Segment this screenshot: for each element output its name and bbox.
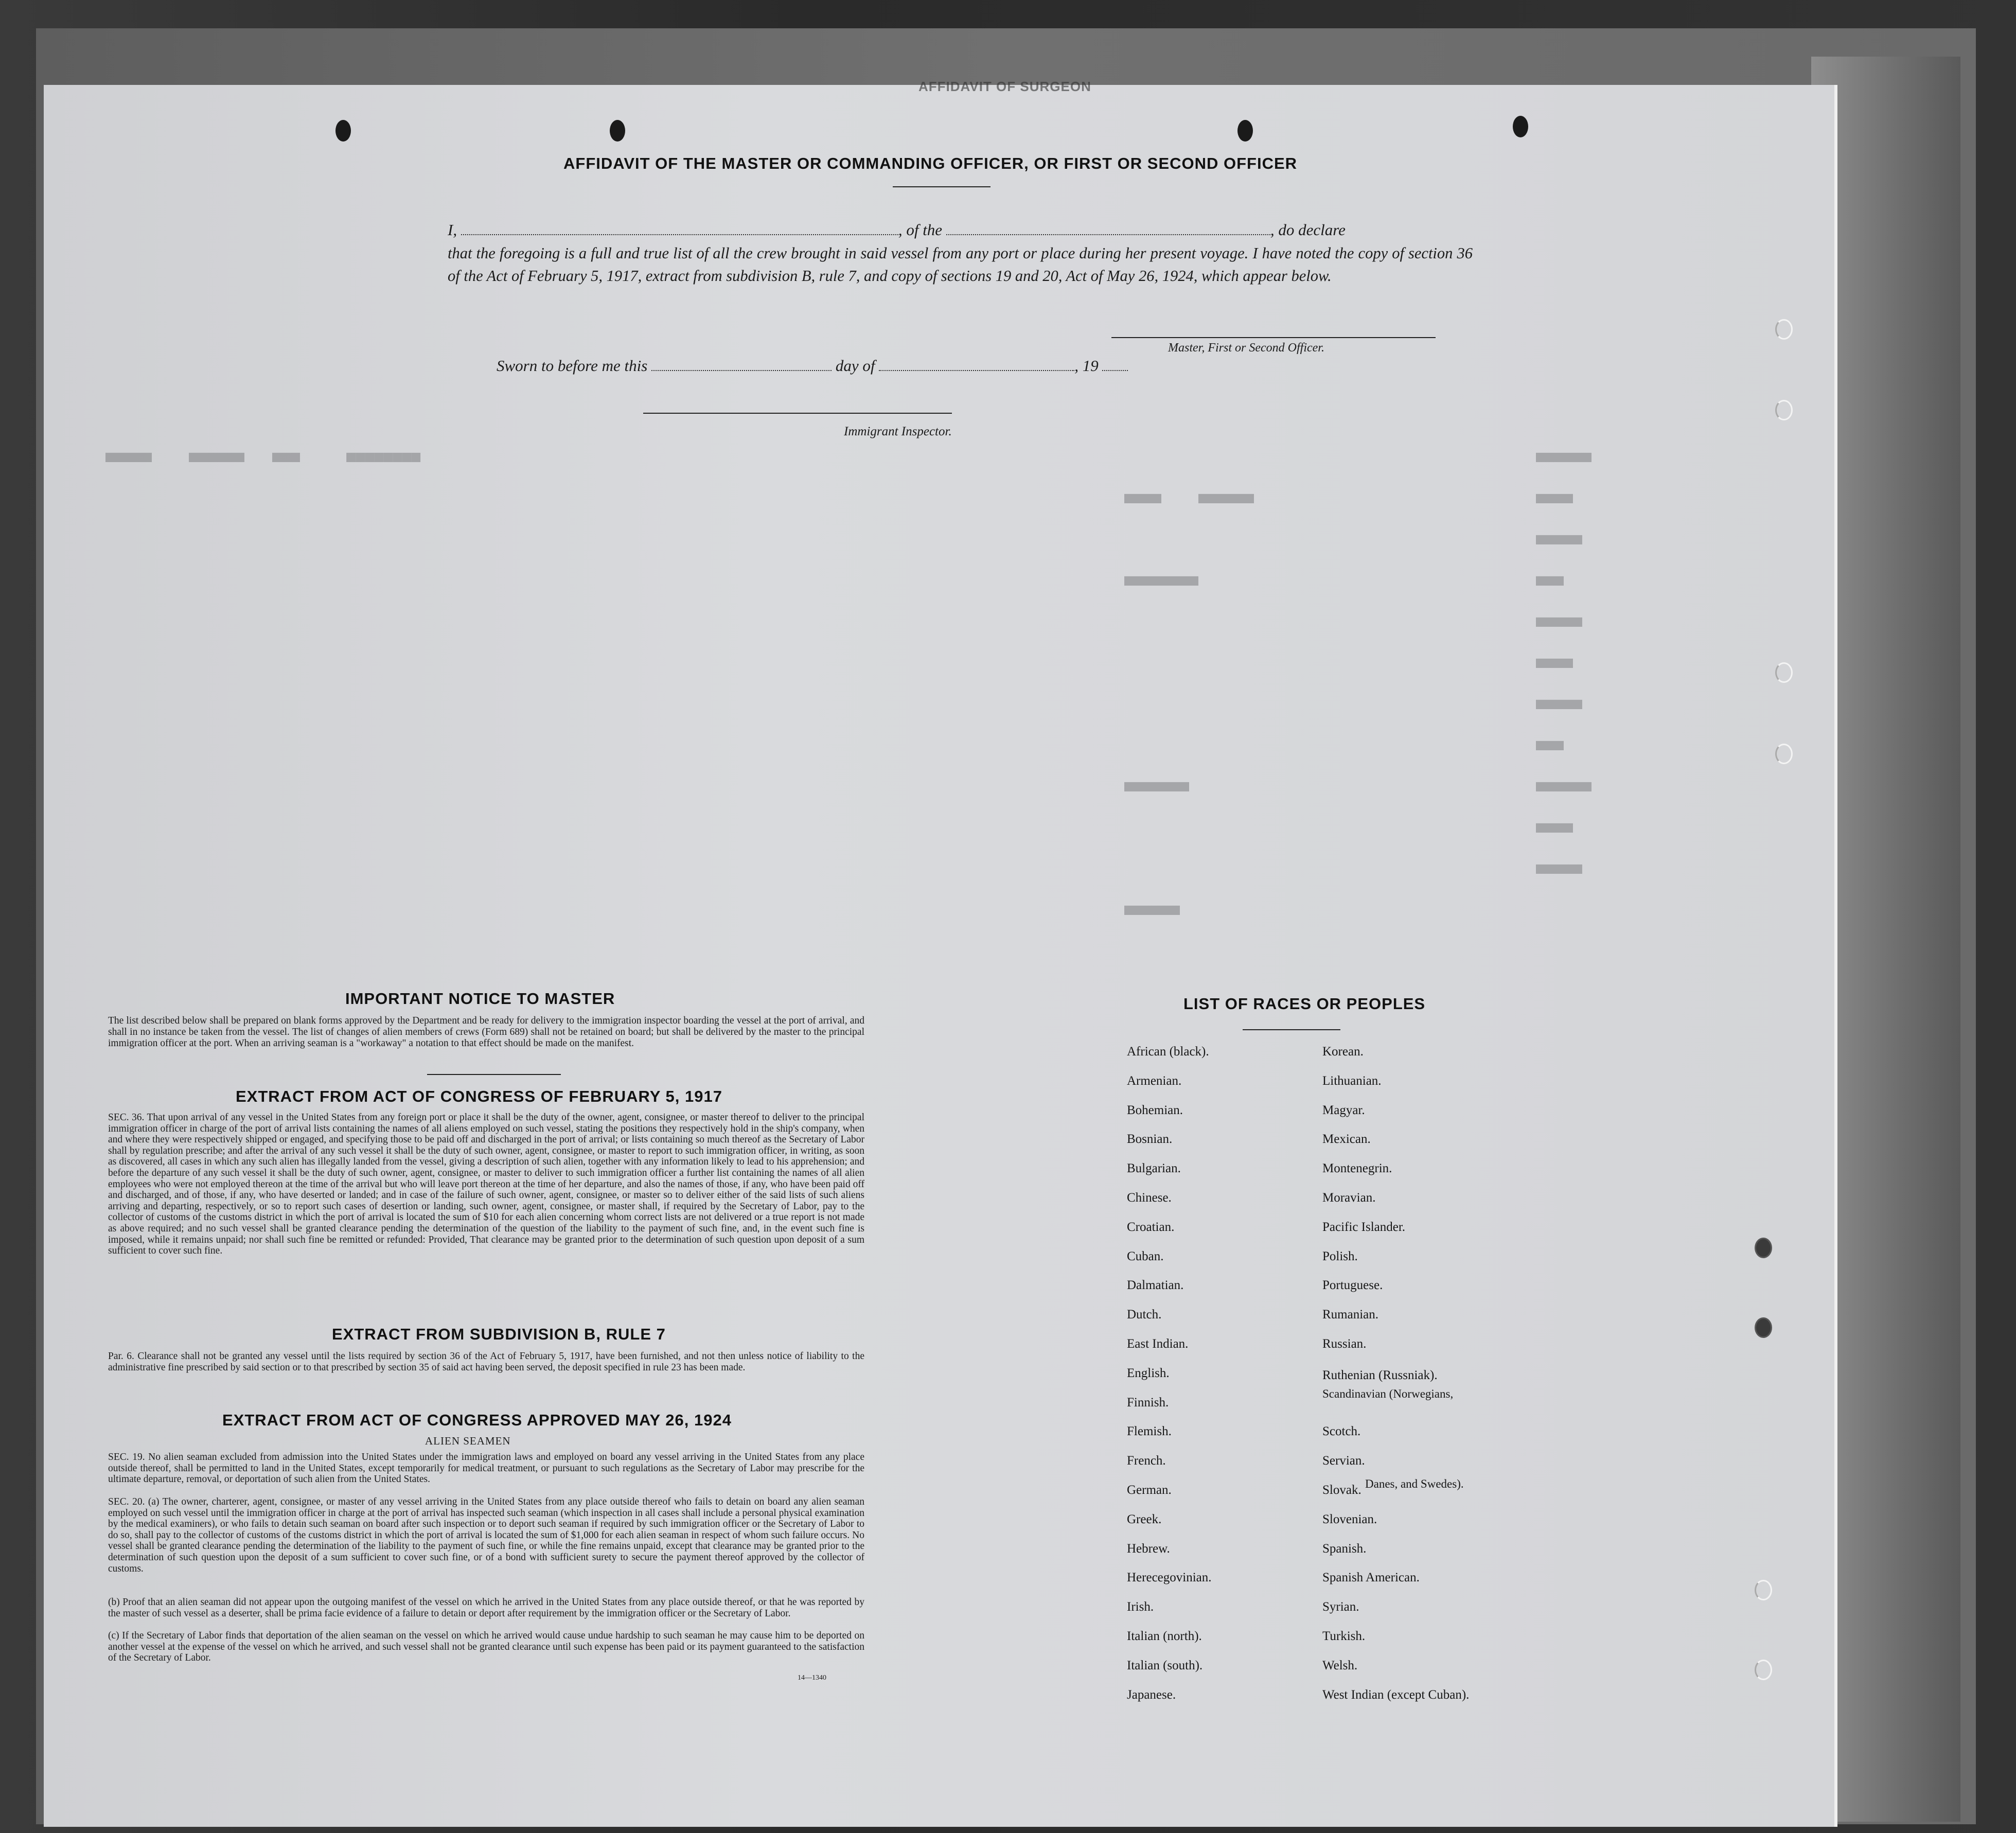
- inspector-signature-line: [643, 413, 952, 414]
- punch-hole: [335, 120, 351, 142]
- race-item: Polish.: [1322, 1249, 1358, 1263]
- binder-ring-icon: [1755, 1238, 1772, 1258]
- race-item: Herecegovinian.: [1127, 1571, 1212, 1585]
- binder-ring-icon: [1775, 319, 1793, 340]
- punch-hole: [1513, 116, 1528, 137]
- race-item: French.: [1127, 1454, 1166, 1468]
- race-item: Spanish American.: [1322, 1571, 1420, 1585]
- rule7-text: Par. 6. Clearance shall not be granted any vessel until the lists required by section 36 of the Act of February 5, 1917, have been furnished, and not then unless notice of liability to the administrative fine prescribed by said section or to that prescribed by section 35 of said act having been served, the deposit specified in rule 23 has been made.: [108, 1351, 864, 1373]
- races-title: LIST OF RACES OR PEOPLES: [1183, 995, 1426, 1013]
- extract-1917-text: SEC. 36. That upon arrival of any vessel in the United States from any foreign port or place it shall be the duty of the owner, agent, consignee, or master thereof to deliver to the principal immigration officer in charge of the port of arrival lists containing the names of all aliens employed on such vessel, stating the positions they respectively hold in the ship's company, when and where they were respectively shipped or engaged, and specifying those to be paid off and discharged in the port of arrival; or lists containing so much thereof as the Secretary of Labor shall by regulation prescribe; and after the arrival of any such vessel it shall be the duty of such owner, agent, consignee, or master to report to such immigration officer, in writing, as soon as discovered, all cases in which any such alien has illegally landed from the vessel, giving a description of such alien, together with any information likely to lead to his apprehension; and before the departure of any such vessel it shall be the duty of such owner, agent, consignee, or master to deliver to such immigration officer a further list containing the names of all alien employees who were not employed thereon at the time of the arrival but who will leave port thereon at the time of her departure, and also the names of those, if any, who have been paid off and discharged, and of those, if any, who have deserted or landed; and in case of the failure of such owner, agent, consignee, or master so to deliver either of the said lists of such aliens arriving and departing, respectively, or so to report such cases of desertion or landing, such owner, agent, consignee, or master shall, if required by the Secretary of Labor, pay to the collector of customs of the customs district in which the port of arrival is located the sum of $10 for each alien concerning whom correct lists are not delivered or a true report is not made as above required; and no such vessel shall be granted clearance pending the determination of the question of the liability to the payment of such fine, and, in the event such fine is imposed, while it remains unpaid; nor shall such fine be remitted or refunded: Provided, That clearance may be granted prior to the determination of such question upon deposit of a sum sufficient to cover such fine.: [108, 1112, 864, 1257]
- binder-ring-icon: [1775, 400, 1793, 420]
- sec20b-text: (b) Proof that an alien seaman did not appear upon the outgoing manifest of the vessel on which he arrived in the United States from any place outside thereof, or that he was reported by the master of such vessel as a deserter, shall be prima facie evidence of a failure to detain or deport after requirement by the immigration officer or the Secretary of Labor.: [108, 1597, 864, 1619]
- race-item: Dalmatian.: [1127, 1278, 1184, 1293]
- master-signature-label: Master, First or Second Officer.: [1168, 341, 1324, 355]
- alien-seamen-subtitle: ALIEN SEAMEN: [425, 1435, 511, 1447]
- race-item: Spanish.: [1322, 1541, 1367, 1556]
- races-underline: [1243, 1029, 1340, 1030]
- header-fragment: AFFIDAVIT OF SURGEON: [918, 79, 1091, 94]
- race-item: Magyar.: [1322, 1103, 1365, 1117]
- race-item-scandinavian-continued: Danes, and Swedes).: [1365, 1477, 1464, 1490]
- race-item: Japanese.: [1127, 1687, 1176, 1702]
- race-item: Scotch.: [1322, 1424, 1361, 1439]
- race-item: Cuban.: [1127, 1249, 1164, 1263]
- race-item: Syrian.: [1322, 1600, 1359, 1614]
- document-page: AFFIDAVIT OF SURGEON ▄▄▄▄▄ ▄▄▄▄▄▄ ▄▄▄ ▄▄▄▄▄▄▄▄ ▄▄▄▄▄▄ ▄▄▄▄ ▄▄▄▄▄ ▄▄▄ ▄▄▄▄▄ ▄▄▄▄ ▄▄▄▄▄ ▄▄▄ ▄▄▄▄▄▄ ▄▄▄▄ ▄▄▄▄▄ ▄▄▄▄ ▄▄▄▄▄▄ ▄▄▄▄▄▄▄▄ ▄▄▄▄▄▄▄ ▄▄▄▄▄▄ AFFIDAVIT OF THE MASTER OR COMMANDING OFFICER, OR FIRST OR SECOND OFFICER I, , of the , do declare that the foregoing is a full and true list of all the crew brought in said vessel from any port or place during her present voyage. I have noted the copy of section 36 of the Act of February 5, 1917, extract from subdivision B, rule 7, and copy of sections 19 and 20, Act of May 26, 1924, which appear below. Master, First or Second Officer. Sworn to before me this day of , 19 Immigrant Inspector. IMPORTANT NOTICE TO MASTER The list described below shall be prepared on blank forms approved by the Department and be ready for delivery to the immigration inspector boarding the vessel at the port of arrival, and shall in no instance be taken from the vessel. The list of changes of alien members of crews (Form 689) shall not be retained on board; but shall be delivered by the master to the principal immigration officer at the port. When an arriving seaman is a "workaway" a notation to that effect should be made on the manifest. EXTRACT FROM ACT OF CONGRESS OF FEBRUARY 5, 1917 SEC. 36. That upon arrival of any vessel in the United States from any foreign port or place it shall be the duty of the owner, agent, consignee, or master thereof to deliver to the principal immigration officer in charge of the port of arrival lists containing the names of all aliens employed on such vessel, stating the positions they respectively hold in the ship's company, when and where they were respectively shipped or engaged, and specifying those to be paid off and discharged in the port of arrival; or lists containing so much thereof as the Secretary of Labor shall by regulation prescribe; and after the arrival of any such vessel it shall be the duty of such owner, agent, consignee, or master to report to such immigration officer, in writing, as soon as discovered, all cases in which any such alien has illegally landed from the vessel, giving a description of such alien, together with any information likely to lead to his apprehension; and before the departure of any such vessel it shall be the duty of such owner, agent, consignee, or master to deliver to such immigration officer a further list containing the names of all alien employees who were not employed thereon at the time of the arrival but who will leave port thereon at the time of her departure, and also the names of those, if any, who have been paid off and discharged, and of those, if any, who have deserted or landed; and in case of the failure of such owner, agent, consignee, or master so to deliver either of the said lists of such aliens arriving and departing, respectively, or so to report such cases of desertion or landing, such owner, agent, consignee, or master shall, if required by the Secretary of Labor, pay to the collector of customs of the customs district in which the port of arrival is located the sum of $10 for each alien concerning whom correct lists are not delivered or a true report is not made as above required; and no such vessel shall be granted clearance pending the determination of the question of the liability to the payment of such fine, and, in the event such fine is imposed, while it remains unpaid; nor shall such fine be remitted or refunded: Provided, That clearance may be granted prior to the determination of such question upon deposit of a sum sufficient to cover such fine. EXTRACT FROM SUBDIVISION B, RULE 7 Par. 6. Clearance shall not be granted any vessel until the lists required by section 36 of the Act of February 5, 1917, have been furnished, and not then unless notice of liability to the administrative fine prescribed by said section or to that prescribed by section 35 of said act having been served, the deposit specified in rule 23 has been made. EXTRACT FROM ACT OF CONGRESS APPROVED MAY 26, 1924 ALIEN SEAMEN SEC. 19. No alien seaman excluded from admission into the United States under the immigration laws and employed on board any vessel arriving in the United States from any place outside thereof, shall be permitted to land in the United States, except temporarily for medical treatment, or pursuant to such regulations as the Secretary of Labor may prescribe for the ultimate departure, removal, or deportation of such alien from the United States. SEC. 20. (a) The owner, charterer, agent, consignee, or master of any vessel arriving in the United States from any place outside thereof who fails to detain on board any alien seaman employed on such vessel until the immigration officer in charge at the port of arrival has inspected such seaman (which inspection in all cases shall include a personal physical examination by the medical examiners), or who fails to detain such seaman on board after such inspection or to deport such seaman if required by such immigration officer or the Secretary of Labor to do so, shall pay to the collector of customs of the customs district in which the port of arrival is located the sum of $1,000 for each alien seaman in respect of whom such failure occurs. No vessel shall be granted clearance pending the determination of the liability to the payment of such fine, or while the fine remains unpaid, except that clearance may be granted prior to the determination of such question upon the deposit of a sum sufficient to cover such fine, or of a bond with sufficient surety to secure the payment thereof approved by the collector of customs. (b) Proof that an alien seaman did not appear upon the outgoing manifest of the vessel on which he arrived in the United States from any place outside thereof, or that he was reported by the master of such vessel as a deserter, shall be prima facie evidence of a failure to detain or deport after requirement by the immigration officer or the Secretary of Labor. (c) If the Secretary of Labor finds that deportation of the alien seaman on the vessel on which he arrived would cause undue hardship to such seaman he may cause him to be deported on another vessel at the expense of the vessel on which he arrived, and such vessel shall not be granted clearance until such expense has been paid or its payment guaranteed to the satisfaction of the Secretary of Labor. 14—1340 LIST OF RACES OR PEOPLES African (black). Armenian. Bohemian. Bosnian. Bulgarian. Chinese. Croatian. Cuban. Dalmatian. Dutch. East Indian. English. Finnish. Flemish. French. German. Greek. Hebrew. Herecegovinian. Irish. Italian (north). Italian (south). Japanese. Korean. Lithuanian. Magyar. Mexican. Montenegrin. Moravian. Pacific Islander. Polish. Portuguese. Rumanian. Russian. Ruthenian (Russniak). Scandinavian (Norwegians, Scotch. Servian. Slovak. Slovenian. Spanish. Spanish American. Syrian. Turkish. Welsh. West Indian (except Cuban). Danes, and Swedes).: [44, 85, 1837, 1827]
- sworn-year-blank: [1102, 369, 1128, 371]
- sworn-day-blank: [651, 369, 832, 371]
- race-item: Korean.: [1322, 1045, 1364, 1059]
- race-item: Bulgarian.: [1127, 1161, 1181, 1176]
- race-item: Greek.: [1127, 1512, 1162, 1526]
- race-item: Chinese.: [1127, 1191, 1172, 1205]
- affidavit-declaration-line: [448, 219, 1472, 241]
- race-item: Finnish.: [1127, 1395, 1169, 1409]
- form-number: 14—1340: [798, 1674, 826, 1682]
- race-item: Servian.: [1322, 1454, 1365, 1468]
- race-item: Bohemian.: [1127, 1103, 1183, 1117]
- affidavit-title: AFFIDAVIT OF THE MASTER OR COMMANDING OFFICER, OR FIRST OR SECOND OFFICER: [563, 154, 1298, 172]
- extract-1924-title: EXTRACT FROM ACT OF CONGRESS APPROVED MAY 26, 1924: [222, 1411, 732, 1429]
- race-item: Moravian.: [1322, 1191, 1376, 1205]
- title-underline: [893, 186, 991, 187]
- race-item: Welsh.: [1322, 1658, 1358, 1672]
- race-item: Scandinavian (Norwegians,: [1322, 1387, 1454, 1400]
- sworn-day-of: day of: [835, 357, 875, 375]
- sworn-month-blank: [879, 369, 1074, 371]
- inspector-label: Immigrant Inspector.: [844, 425, 952, 438]
- notice-text: The list described below shall be prepared on blank forms approved by the Department and be ready for delivery to the immigration inspector boarding the vessel at the port of arrival, and shall in no instance be taken from the vessel. The list of changes of alien members of crews (Form 689) shall not be retained on board; but shall be delivered by the master to the principal immigration officer at the port. When an arriving seaman is a "workaway" a notation to that effect should be made on the manifest.: [108, 1015, 864, 1049]
- race-item: Armenian.: [1127, 1073, 1182, 1088]
- race-item: Italian (north).: [1127, 1629, 1202, 1643]
- race-item: Hebrew.: [1127, 1541, 1170, 1556]
- binder-ring-icon: [1755, 1660, 1772, 1680]
- sec19-text: SEC. 19. No alien seaman excluded from admission into the United States under the immigration laws and employed on board any vessel arriving in the United States from any place outside thereof, shall be permitted to land in the United States, except temporarily for medical treatment, or pursuant to such regulations as the Secretary of Labor may prescribe for the ultimate departure, removal, or deportation of such alien from the United States.: [108, 1452, 864, 1485]
- binder-ring-icon: [1755, 1580, 1772, 1600]
- race-item: African (black).: [1127, 1045, 1209, 1059]
- race-item: English.: [1127, 1366, 1170, 1380]
- race-item: Slovenian.: [1322, 1512, 1377, 1526]
- affidavit-declare-label: , do declare: [1270, 221, 1346, 239]
- binder-ring-icon: [1775, 744, 1793, 764]
- sworn-line: [497, 357, 1128, 375]
- sworn-prefix: Sworn to before me this: [497, 357, 648, 375]
- race-item: Pacific Islander.: [1322, 1220, 1406, 1234]
- race-item: Turkish.: [1322, 1629, 1366, 1643]
- divider: [427, 1074, 561, 1075]
- race-item: Italian (south).: [1127, 1658, 1203, 1672]
- race-item: Flemish.: [1127, 1424, 1172, 1439]
- race-item: Russian.: [1322, 1337, 1367, 1351]
- race-item: West Indian (except Cuban).: [1322, 1687, 1470, 1702]
- sworn-year: , 19: [1074, 357, 1099, 375]
- race-item: Ruthenian (Russniak).: [1322, 1368, 1438, 1382]
- race-item: Dutch.: [1127, 1308, 1162, 1322]
- race-item: East Indian.: [1127, 1337, 1189, 1351]
- affidavit-i-label: I,: [448, 221, 457, 239]
- punch-hole: [1237, 120, 1253, 142]
- notice-title: IMPORTANT NOTICE TO MASTER: [345, 990, 615, 1008]
- race-item: Montenegrin.: [1322, 1161, 1392, 1176]
- sec20c-text: (c) If the Secretary of Labor finds that deportation of the alien seaman on the vessel on which he arrived would cause undue hardship to such seaman he may cause him to be deported on another vessel at the expense of the vessel on which he arrived, and such vessel shall not be granted clearance until such expense has been paid or its payment guaranteed to the satisfaction of the Secretary of Labor.: [108, 1630, 864, 1664]
- race-item: Portuguese.: [1322, 1278, 1383, 1293]
- race-item: Bosnian.: [1127, 1132, 1173, 1147]
- vessel-blank: [946, 234, 1270, 235]
- name-blank: [461, 234, 898, 235]
- race-item: Lithuanian.: [1322, 1073, 1382, 1088]
- rule7-title: EXTRACT FROM SUBDIVISION B, RULE 7: [332, 1325, 666, 1343]
- punch-hole: [610, 120, 625, 142]
- race-item: Rumanian.: [1322, 1308, 1379, 1322]
- race-item: Irish.: [1127, 1600, 1154, 1614]
- race-item: Slovak.: [1322, 1483, 1361, 1497]
- affidavit-body: that the foregoing is a full and true list of all the crew brought in said vessel from any port or place during her present voyage. I have noted the copy of section 36 of the Act of February 5, 1917, extract from subdivision B, rule 7, and copy of sections 19 and 20, Act of May 26, 1924, which appear below.: [448, 244, 1473, 285]
- binder-ring-icon: [1775, 662, 1793, 683]
- affidavit-of-the-label: , of the: [898, 221, 943, 239]
- sec20a-text: SEC. 20. (a) The owner, charterer, agent, consignee, or master of any vessel arriving in the United States from any place outside thereof who fails to detain on board any alien seaman employed on such vessel until the immigration officer in charge at the port of arrival has inspected such seaman (which inspection in all cases shall include a personal physical examination by the medical examiners), or who fails to detain such seaman on board after such inspection or to deport such seaman if required by such immigration officer or the Secretary of Labor to do so, shall pay to the collector of customs of the customs district in which the port of arrival is located the sum of $1,000 for each alien seaman in respect of whom such failure occurs. No vessel shall be granted clearance pending the determination of the liability to the payment of such fine, or while the fine remains unpaid, except that clearance may be granted prior to the determination of such question upon the deposit of a sum sufficient to cover such fine, or of a bond with sufficient surety to secure the payment thereof approved by the collector of customs.: [108, 1496, 864, 1574]
- race-item: Mexican.: [1322, 1132, 1371, 1147]
- extract-1917-title: EXTRACT FROM ACT OF CONGRESS OF FEBRUARY 5, 1917: [236, 1087, 722, 1105]
- race-item: Croatian.: [1127, 1220, 1175, 1234]
- race-item: German.: [1127, 1483, 1172, 1497]
- binder-ring-icon: [1755, 1317, 1772, 1338]
- master-signature-line: [1111, 337, 1436, 338]
